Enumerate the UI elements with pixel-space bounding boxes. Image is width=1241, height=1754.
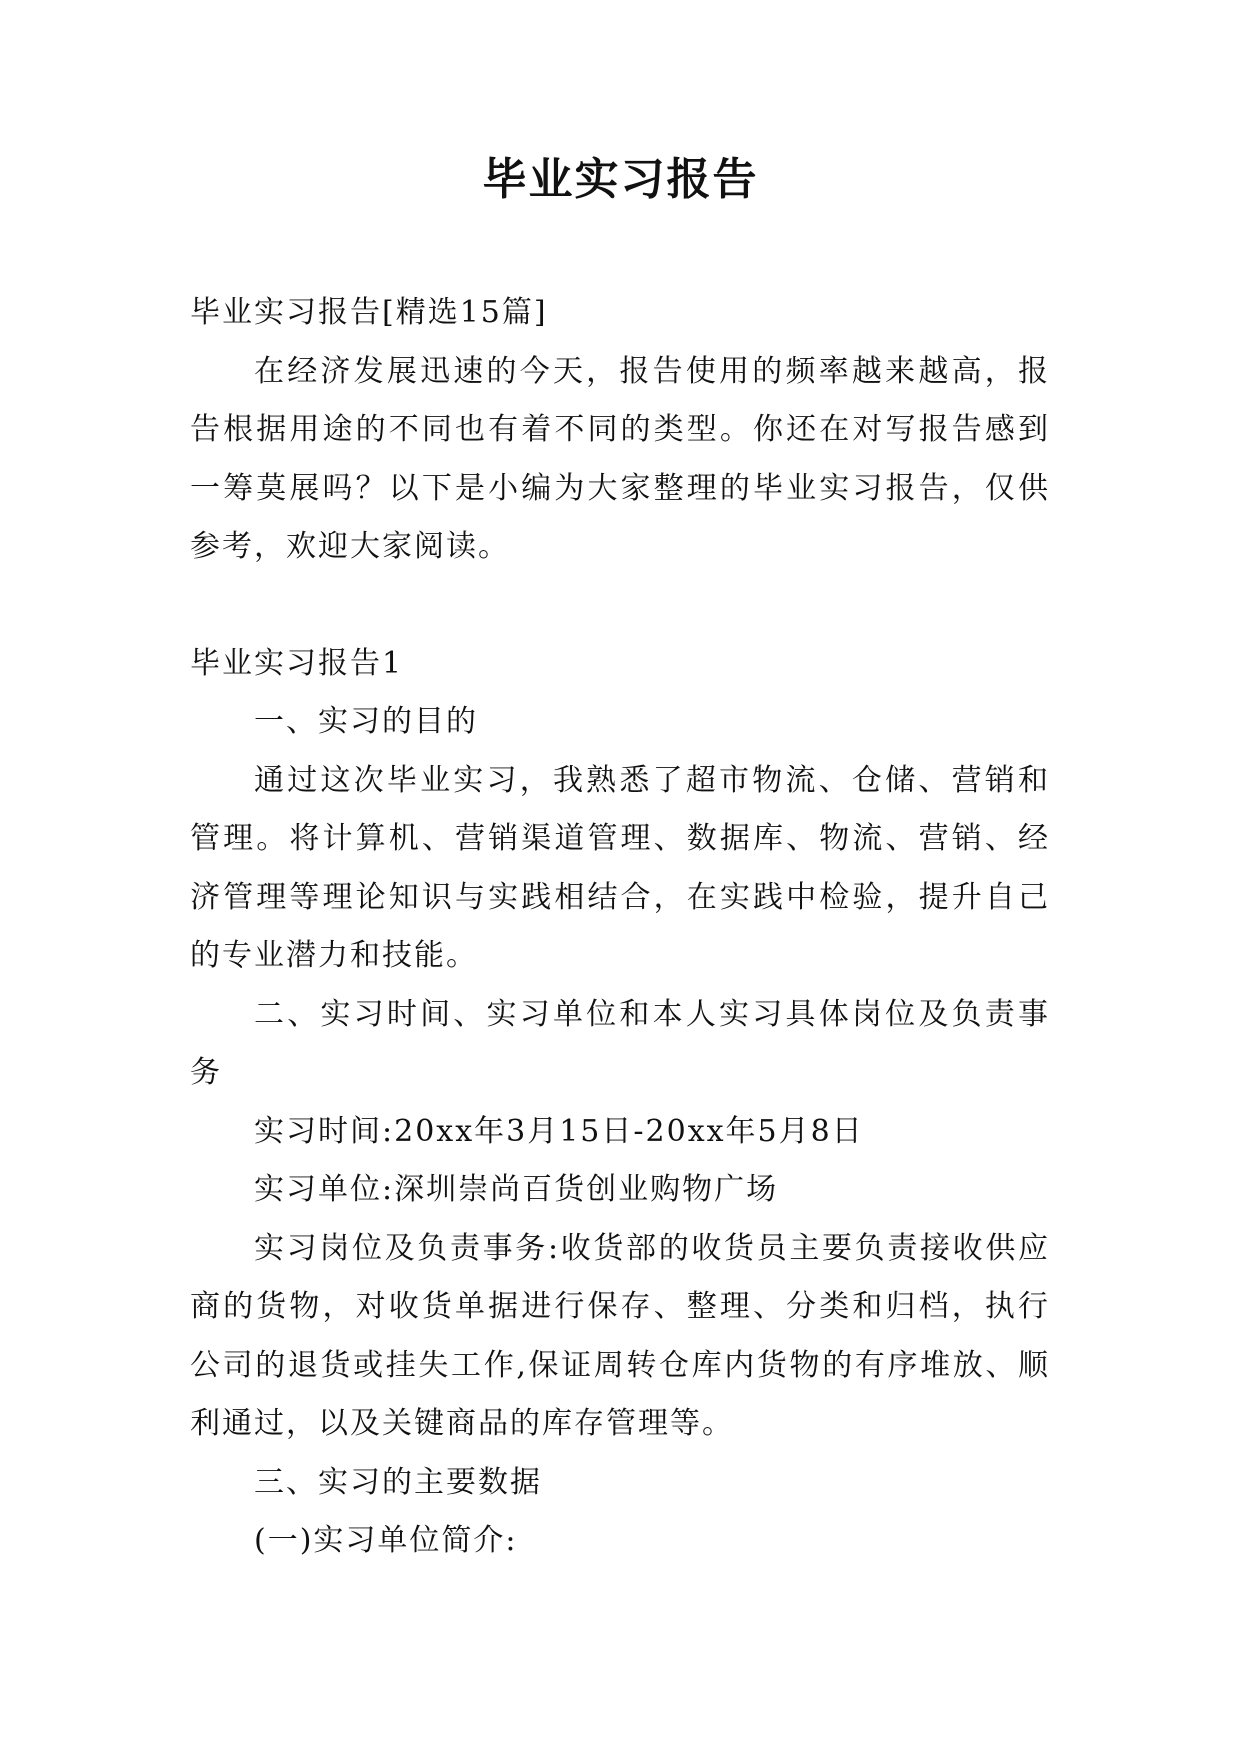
internship-unit: 实习单位:深圳崇尚百货创业购物广场 bbox=[254, 1172, 779, 1207]
purpose-paragraph: 通过这次毕业实习，我熟悉了超市物流、仓储、营销和管理。将计算机、营销渠道管理、数据库、物流、营销、经济管理等理论知识与实践相结合，在实践中检验，提升自己的专业潜力和技能。 bbox=[190, 762, 1050, 973]
intro-paragraph: 在经济发展迅速的今天，报告使用的频率越来越高，报告根据用途的不同也有着不同的类型。你还在对写报告感到一筹莫展吗？以下是小编为大家整理的毕业实习报告，仅供参考，欢迎大家阅读。 bbox=[190, 353, 1050, 564]
section-heading-main-data: 三、实习的主要数据 bbox=[254, 1464, 542, 1500]
document-title: 毕业实习报告 bbox=[482, 154, 759, 205]
report-heading: 毕业实习报告1 bbox=[190, 645, 404, 681]
document-body bbox=[190, 284, 1050, 1571]
internship-position-paragraph: 实习岗位及负责事务:收货部的收货员主要负责接收供应商的货物，对收货单据进行保存、整理、分类和归档，执行公司的退货或挂失工作,保证周转仓库内货物的有序堆放、顺利通过，以及关键商品的库存管理等。 bbox=[190, 1230, 1050, 1441]
internship-time: 实习时间:20xx年3月15日-20xx年5月8日 bbox=[254, 1113, 864, 1149]
section-heading-time-unit: 二、实习时间、实习单位和本人实习具体岗位及负责事务 bbox=[190, 996, 1050, 1090]
section-heading-purpose: 一、实习的目的 bbox=[254, 704, 478, 739]
document-subtitle: 毕业实习报告[精选15篇] bbox=[190, 295, 548, 330]
unit-intro-heading: (一)实习单位简介: bbox=[254, 1523, 518, 1558]
paragraph-gap bbox=[190, 577, 1050, 635]
